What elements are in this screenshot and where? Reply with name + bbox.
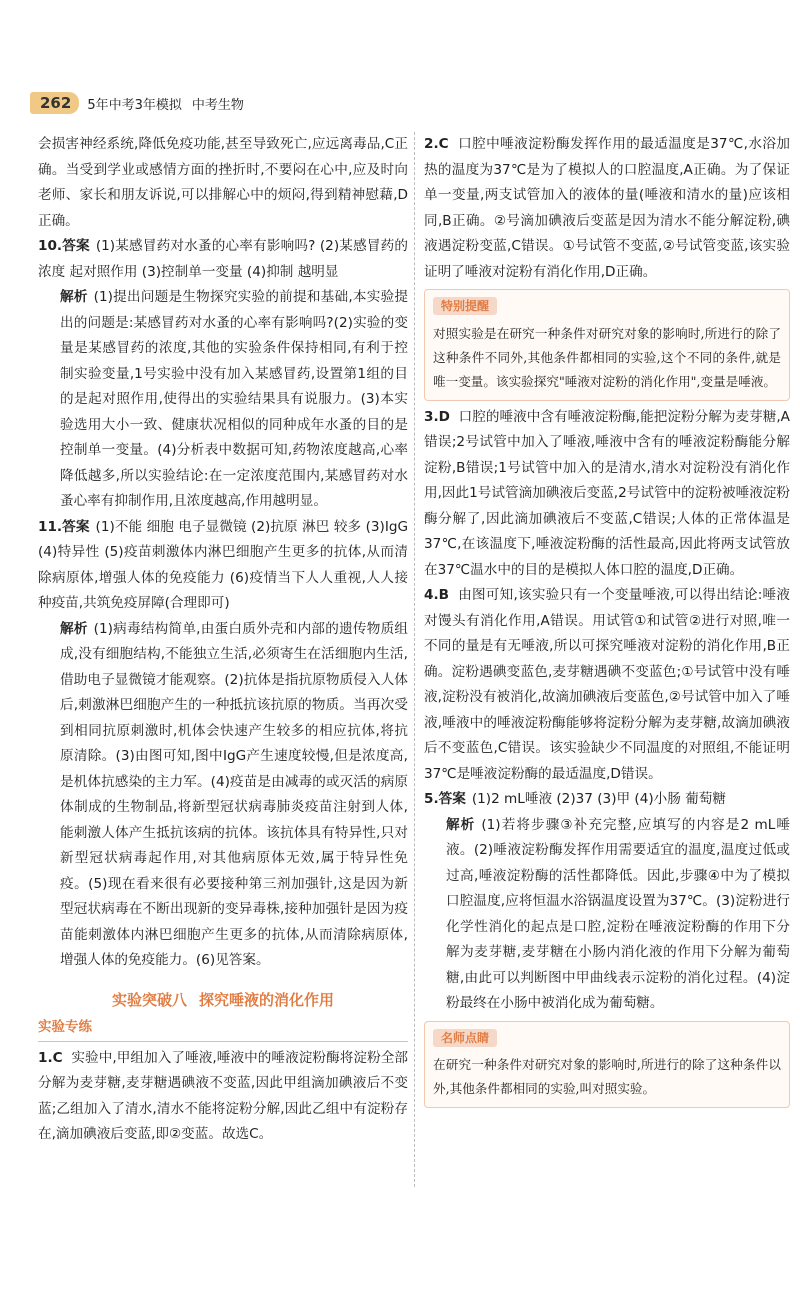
subsection-heading: 实验专练 <box>38 1015 408 1042</box>
q3-text: 口腔的唾液中含有唾液淀粉酶,能把淀粉分解为麦芽糖,A错误;2号试管中加入了唾液,唾液中含有的唾液淀粉酶能分解淀粉,B错误;1号试管中加入的是清水,清水对淀粉没有消化作用,因此1号试管滴加碘液后变蓝,2号试管中的淀粉被唾液淀粉酶分解了,因此滴加碘液后不变蓝,C错误;人体的正常体温是37℃,在该温度下,唾液淀粉酶的活性最高,因此将两支试管放在37℃温水中的目的是模拟人体口腔的温度,D正确。 <box>424 408 790 578</box>
q11-answer-text: (1)不能 细胞 电子显微镜 (2)抗原 淋巴 较多 (3)IgG (4)特异性 (5)疫苗刺激体内淋巴细胞产生更多的抗体,从而清除病原体,增强人体的免疫能力 (6)疫情当下人人重视,人人接种疫苗,共筑免疫屏障(合理即可) <box>38 518 408 611</box>
q4-text: 由图可知,该实验只有一个变量唾液,可以得出结论:唾液对馒头有消化作用,A错误。用试管①和试管②进行对照,唯一不同的量是有无唾液,所以可探究唾液对淀粉的消化作用,B正确。淀粉遇碘变蓝色,麦芽糖遇碘不变蓝色;①号试管中没有唾液,淀粉没有被消化,故滴加碘液后变蓝色,②号试管中加入了唾液,唾液中的唾液淀粉酶能够将淀粉分解为麦芽糖,故滴加碘液后不变蓝色,C错误。该实验缺少不同温度的对照组,不能证明37℃是唾液淀粉酶的最适温度,D错误。 <box>424 587 790 782</box>
question-1 <box>38 1046 408 1148</box>
question-4 <box>424 583 790 787</box>
question-2 <box>424 132 790 285</box>
q1-text: 实验中,甲组加入了唾液,唾液中的唾液淀粉酶将淀粉全部分解为麦芽糖,麦芽糖遇碘液不变蓝,因此甲组滴加碘液后不变蓝;乙组加入了清水,清水不能将淀粉分解,因此乙组中有淀粉存在,滴加碘液后变蓝,即②变蓝。故选C。 <box>38 1049 408 1142</box>
q1-number: 1.C <box>38 1049 63 1066</box>
q5-analysis-tag: 解析 <box>446 816 476 833</box>
teacher-tip-title: 名师点睛 <box>433 1029 497 1047</box>
question-5-analysis <box>424 813 790 1017</box>
special-reminder-text: 对照实验是在研究一种条件对研究对象的影响时,所进行的除了这种条件不同外,其他条件都相同的实验,这个不同的条件,就是唯一变量。该实验探究"唾液对淀粉的消化作用",变量是唾液。 <box>433 325 781 389</box>
q11-analysis-text: (1)病毒结构简单,由蛋白质外壳和内部的遗传物质组成,没有细胞结构,不能独立生活,必须寄生在活细胞内生活,借助电子显微镜才能观察。(2)抗体是指抗原物质侵入人体后,刺激淋巴细胞产生的一种抵抗该抗原的物质。当再次受到相同抗原刺激时,机体会快速产生较多的相应抗体,将抗原清除。(3)由图可知,图中IgG产生速度较慢,但是浓度高,是机体抗感染的主力军。(4)疫苗是由减毒的或灭活的病原体制成的生物制品,将新型冠状病毒肺炎疫苗注射到人体,能刺激人体产生抵抗该病的抗体。该抗体具有特异性,只对新型冠状病毒起作用,对其他病原体无效,属于特异性免疫。(5)现在看来很有必要接种第三剂加强针,这是因为新型冠状病毒在不断出现新的变异毒株,接种加强针是因为疫苗能刺激体内淋巴细胞产生更多的抗体,从而清除病原体,增强人体的免疫能力。(6)见答案。 <box>60 620 409 968</box>
special-reminder-title: 特别提醒 <box>433 297 497 315</box>
right-column <box>424 132 790 1112</box>
left-column <box>38 132 408 1148</box>
section-label: 实验突破八 <box>111 990 187 1009</box>
book-subtitle: 中考生物 <box>191 97 244 113</box>
page-number: 262 <box>30 92 79 114</box>
question-11-analysis <box>38 617 408 974</box>
q11-number: 11. <box>38 518 63 535</box>
question-11-answer <box>38 515 408 617</box>
q3-number: 3.D <box>424 408 450 425</box>
q10-answer-tag: 答案 <box>62 238 90 254</box>
q10-analysis-tag: 解析 <box>60 289 88 305</box>
q10-number: 10. <box>38 238 63 254</box>
q4-number: 4.B <box>424 587 449 603</box>
question-3 <box>424 405 790 584</box>
q5-analysis-text: (1)若将步骤③补充完整,应填写的内容是2 mL唾液。(2)唾液淀粉酶发挥作用需要适宜的温度,温度过低或过高,唾液淀粉酶的活性都降低。因此,步骤④中为了模拟口腔温度,应将恒温水浴锅温度设置为37℃。(3)淀粉进行化学性消化的起点是口腔,淀粉在唾液淀粉酶的作用下分解为麦芽糖,麦芽糖在小肠内消化液的作用下分解为葡萄糖,由此可以判断图中甲曲线表示淀粉的消化过程。(4)淀粉最终在小肠中被消化成为葡萄糖。 <box>446 816 790 1011</box>
q10-analysis-text: (1)提出问题是生物探究实验的前提和基础,本实验提出的问题是:某感冒药对水蚤的心率有影响吗?(2)实验的变量是某感冒药的浓度,其他的实验条件保持相同,有利于控制实验变量,1号实验中没有加入某感冒药,设置第1组的目的是起对照作用,使得出的实验结果具有说服力。(3)本实验选用大小一致、健康状况相似的同种成年水蚤的目的是控制单一变量。(4)分析表中数据可知,药物浓度越高,心率降低越多,所以实验结论:在一定浓度范围内,某感冒药对水蚤心率有抑制作用,且浓度越高,作用越明显。 <box>60 289 409 509</box>
question-5-answer <box>424 787 790 813</box>
section-title: 探究唾液的消化作用 <box>199 990 335 1009</box>
q5-answer-text: (1)2 mL唾液 (2)37 (3)甲 (4)小肠 葡萄糖 <box>471 791 726 807</box>
question-10-analysis <box>38 285 408 515</box>
book-title: 5年中考3年模拟 <box>87 97 182 113</box>
q2-number: 2.C <box>424 136 449 152</box>
q5-answer-tag: 答案 <box>438 791 466 807</box>
q5-number: 5. <box>424 791 439 807</box>
section-banner <box>38 988 408 1014</box>
special-reminder-box <box>424 289 790 401</box>
q11-analysis-tag: 解析 <box>60 620 88 637</box>
question-10-answer <box>38 234 408 285</box>
teacher-tip-text: 在研究一种条件对研究对象的影响时,所进行的除了这种条件以外,其他条件都相同的实验,叫对照实验。 <box>433 1057 781 1096</box>
column-divider <box>414 132 415 1187</box>
teacher-tip-box <box>424 1021 790 1109</box>
q10-answer-text: (1)某感冒药对水蚤的心率有影响吗? (2)某感冒药的浓度 起对照作用 (3)控制单一变量 (4)抑制 越明显 <box>38 238 409 280</box>
page-header <box>30 92 244 114</box>
continued-paragraph: 会损害神经系统,降低免疫功能,甚至导致死亡,应远离毒品,C正确。当受到学业或感情方面的挫折时,不要闷在心中,应及时向老师、家长和朋友诉说,可以排解心中的烦闷,得到精神慰藉,D正确。 <box>38 136 408 229</box>
q2-text: 口腔中唾液淀粉酶发挥作用的最适温度是37℃,水浴加热的温度为37℃是为了模拟人的口腔温度,A正确。为了保证单一变量,两支试管加入的液体的量(唾液和清水的量)应该相同,B正确。②号滴加碘液后变蓝是因为清水不能分解淀粉,碘液遇淀粉变蓝,C错误。①号试管不变蓝,②号试管变蓝,该实验证明了唾液对淀粉有消化作用,D正确。 <box>424 136 790 280</box>
q11-answer-tag: 答案 <box>62 518 90 535</box>
